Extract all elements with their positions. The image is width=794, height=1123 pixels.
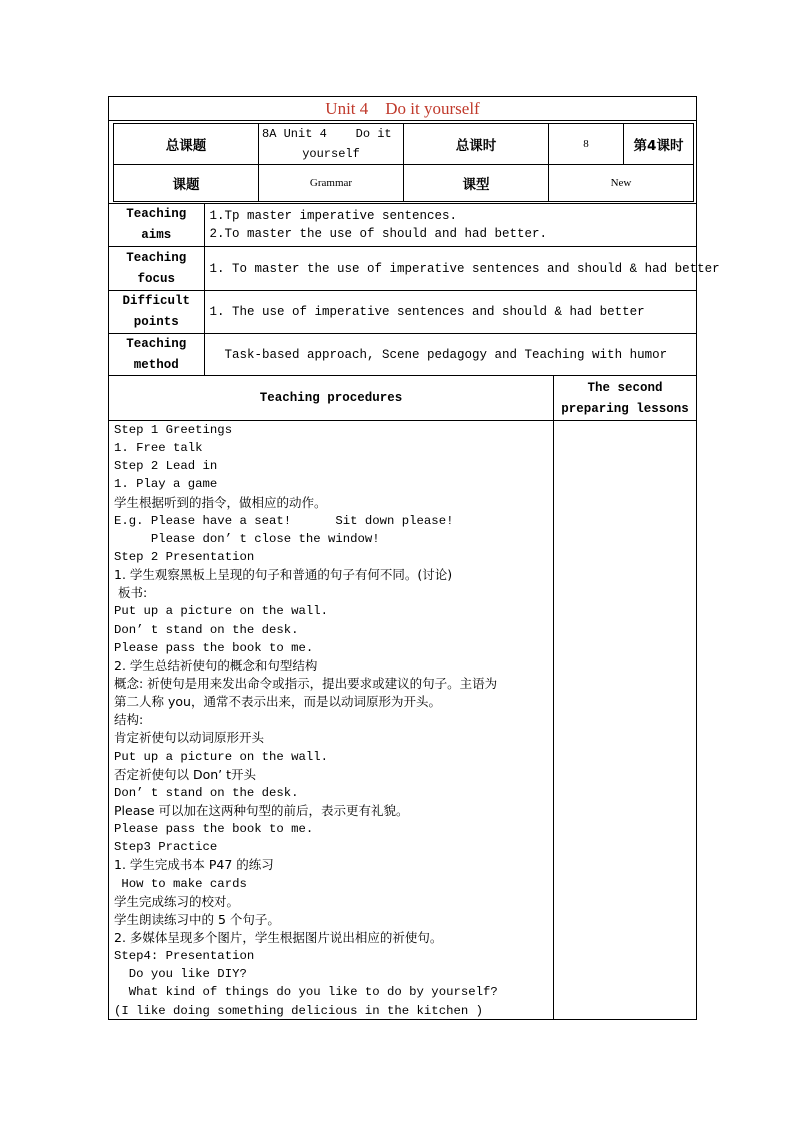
procedures-header xyxy=(109,375,696,421)
procedure-line: How to make cards xyxy=(114,876,247,891)
lesson-number: 第4课时 xyxy=(624,124,694,165)
procedure-line: 概念: 祈使句是用来发出命令或指示，提出要求或建议的句子。主语为 xyxy=(114,675,498,691)
teaching-method-content: Task-based approach, Scene pedagogy and Teaching with humor xyxy=(204,334,696,377)
second-preparing-heading xyxy=(554,378,696,420)
teaching-aims-label-2: aims xyxy=(141,228,172,242)
teaching-focus-label-2: focus xyxy=(137,271,175,286)
lesson-meta-table xyxy=(113,123,694,202)
total-hours-value: 8 xyxy=(549,124,624,165)
procedure-line: (I like doing something delicious in the kitchen ) xyxy=(114,1003,483,1018)
teaching-aims-label-1: Teaching xyxy=(126,207,187,221)
procedure-line: Step 1 Greetings xyxy=(114,423,233,437)
procedure-line: Put up a picture on the wall. xyxy=(114,749,329,764)
difficult-points-label xyxy=(109,291,204,334)
procedure-line: 1. Free talk xyxy=(114,441,203,456)
procedure-line: 1. 学生完成书本 P47 的练习 xyxy=(114,857,274,873)
procedure-line: Please pass the book to me. xyxy=(114,640,314,655)
procedure-line: Do you like DIY? xyxy=(114,967,247,982)
teaching-procedures-heading: Teaching procedures xyxy=(109,376,554,420)
procedure-line: 第二人称 you，通常不表示出来，而是以动词原形为开头。 xyxy=(114,694,441,710)
total-topic-value-line1: 8A Unit 4 Do it xyxy=(262,127,392,141)
meta-row-2 xyxy=(114,165,694,202)
teaching-aim-1: 1.Tp master imperative sentences. xyxy=(209,209,458,223)
procedure-line: 1. 学生观察黑板上呈现的句子和普通的句子有何不同。(讨论) xyxy=(114,567,453,583)
procedure-line: Don’ t stand on the desk. xyxy=(114,622,299,637)
procedure-line: 学生完成练习的校对。 xyxy=(114,893,240,909)
type-value: New xyxy=(549,165,694,202)
procedure-line: What kind of things do you like to do by yourself? xyxy=(114,985,498,1000)
type-label: 课型 xyxy=(404,165,549,202)
teaching-aim-2: 2.To master the use of should and had better. xyxy=(209,227,548,241)
procedure-line: Put up a picture on the wall. xyxy=(114,604,329,619)
second-preparing-heading-2: preparing lessons xyxy=(561,402,689,416)
procedure-line: Step4: Presentation xyxy=(114,949,255,964)
procedure-line: 结构: xyxy=(114,712,144,728)
topic-value: Grammar xyxy=(259,165,404,202)
teaching-focus-row xyxy=(109,247,696,291)
procedure-line: 否定祈使句以 Don’ t开头 xyxy=(114,766,257,782)
teaching-method-row xyxy=(109,334,696,377)
second-preparing-heading-1: The second xyxy=(587,381,663,395)
meta-row-1 xyxy=(114,124,694,165)
total-topic-value-line2: yourself xyxy=(302,147,360,161)
procedure-line: E.g. Please have a seat! Sit down please! xyxy=(114,513,454,528)
procedure-line: Step 2 Presentation xyxy=(114,549,255,564)
procedure-line: 2. 多媒体呈现多个图片，学生根据图片说出相应的祈使句。 xyxy=(114,929,443,945)
procedure-line: 学生根据听到的指令，做相应的动作。 xyxy=(114,494,327,510)
teaching-method-label-1: Teaching xyxy=(126,337,187,351)
difficult-points-label-1: Difficult xyxy=(122,294,190,308)
page-title: Unit 4 Do it yourself xyxy=(325,99,480,118)
procedures-column-divider xyxy=(553,419,554,1019)
teaching-focus-content: 1. To master the use of imperative sentences and should & had better xyxy=(204,247,696,291)
procedure-line: Please don’ t close the window! xyxy=(114,531,380,546)
teaching-aims-row xyxy=(109,204,696,247)
procedure-line: Please 可以加在这两种句型的前后，表示更有礼貌。 xyxy=(114,802,409,818)
teaching-method-label-2: method xyxy=(133,358,179,372)
lesson-info-table xyxy=(109,203,720,376)
difficult-points-label-2: points xyxy=(133,315,179,329)
procedure-line: 1. Play a game xyxy=(114,477,218,492)
topic-label: 课题 xyxy=(114,165,259,202)
teaching-focus-label-1: Teaching xyxy=(126,250,187,265)
procedure-line: 板书: xyxy=(114,585,148,601)
procedure-line: Please pass the book to me. xyxy=(114,822,314,837)
teaching-procedures-body xyxy=(114,421,550,1020)
lesson-plan-frame xyxy=(108,96,720,1020)
teaching-aims-content xyxy=(204,204,696,247)
procedure-line: 2. 学生总结祈使句的概念和句型结构 xyxy=(114,657,318,673)
total-topic-value xyxy=(259,124,404,165)
difficult-points-content: 1. The use of imperative sentences and should & had better xyxy=(204,291,696,334)
teaching-aims-label xyxy=(109,204,204,247)
teaching-focus-label xyxy=(109,247,204,291)
procedure-line: Step3 Practice xyxy=(114,840,218,855)
difficult-points-row xyxy=(109,291,696,334)
total-topic-label: 总课题 xyxy=(114,124,259,165)
procedure-line: Step 2 Lead in xyxy=(114,459,218,474)
teaching-method-label xyxy=(109,334,204,377)
title-divider xyxy=(109,120,696,121)
procedure-line: 学生朗读练习中的 5 个句子。 xyxy=(114,911,280,927)
procedure-line: Don’ t stand on the desk. xyxy=(114,785,299,800)
procedure-line: 肯定祈使句以动词原形开头 xyxy=(114,730,265,746)
total-hours-label: 总课时 xyxy=(404,124,549,165)
